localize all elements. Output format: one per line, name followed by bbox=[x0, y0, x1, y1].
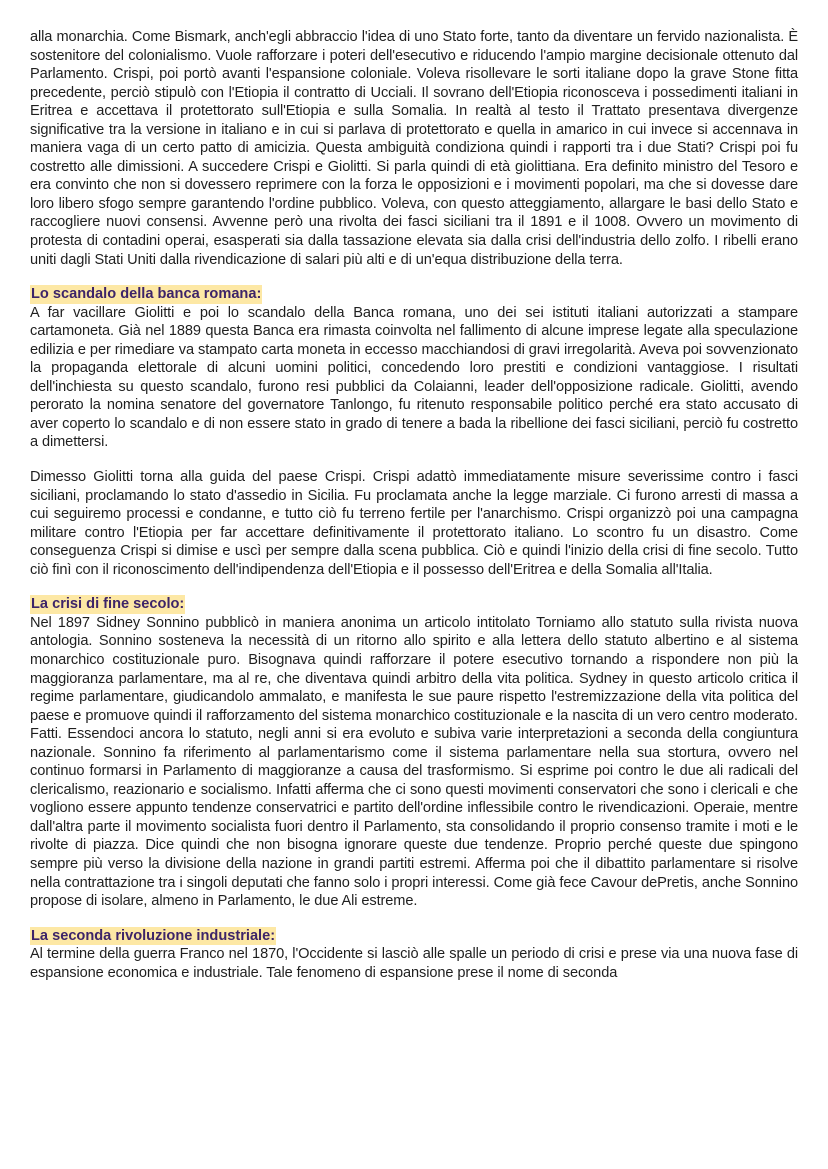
spacer bbox=[30, 911, 798, 927]
intro-paragraph: alla monarchia. Come Bismark, anch'egli abbraccio l'idea di uno Stato forte, tanto da diventare un fervido nazionalista. È sostenitore del colonialismo. Vuole rafforzare i poteri dell'esecutivo e riducendo l'ampio margine decisionale ottenuto dal Parlamento. Crispi, poi portò avanti l'espansione coloniale. Voleva risollevare le sorti italiane dopo la grave Stone fitta precedente, perciò stipulò con l'Etiopia il contratto di Ucciali. Il sovrano dell'Etiopia riconosceva i possedimenti italiani in Eritrea e accettava il protettorato sull'Etiopia e sulla Somalia. In realtà al testo il Trattato presentava divergenze significative tra la versione in italiano e in cui si parlava di protettorato e quella in amarico in cui invece si accennava in maniera vaga di un certo patto di amicizia. Questa ambiguità condiziona quindi i rapporti tra i due Stati? Crispi poi fu costretto alle dimissioni. A succedere Crispi e Giolitti. Si parla quindi di età giolittiana. Era definito ministro del Tesoro e era convinto che non si dovessero reprimere con la forza le opposizioni e i movimenti popolari, ma che si dovesse dare loro libero sfogo sempre garantendo l'ordine pubblico. Voleva, con questo atteggiamento, allargare le basi dello Stato e raccogliere nuovi consensi. Avvenne però una rivolta dei fasci siciliani tra il 1891 e il 1008. Ovvero un movimento di protesta di contadini operai, esasperati sia dalla tassazione elevata sia dalla crisi dell'industria dello zolfo. I ribelli erano uniti dagli Stati Uniti dalla rivendicazione di salari più alti e di un'equa distribuzione della terra. bbox=[30, 29, 798, 268]
section-heading-banca-romana bbox=[30, 285, 798, 304]
spacer bbox=[30, 269, 798, 285]
paragraph-crisi-fine-secolo: Nel 1897 Sidney Sonnino pubblicò in maniera anonima un articolo intitolato Torniamo allo statuto sulla rivista nuova antologia. Sonnino sosteneva la necessità di un ritorno allo spirito e alla lettera dello statuto albertino e al sistema monarchico costituzionale puro. Bisognava quindi rafforzare il potere esecutivo tornando a rispondere non più la maggioranza parlamentare, ma al re, che diventava quindi arbitro della vita politica. Sydney in questo articolo critica il regime parlamentare, giudicandolo ammalato, e manifesta le sue paure rispetto l'estremizzazione della vita politica del paese e promuove quindi il rafforzamento del sistema monarchico costituzionale e la nascita di un vero centro moderato. Fatti. Essendoci ancora lo statuto, negli anni si era evoluto e subiva varie interpretazioni a seconda della congiuntura nazionale. Sonnino fa riferimento al parlamentarismo come il sistema parlamentare nella sua stortura, ovvero nel continuo formarsi in Parlamento di maggioranze a causa del trasformismo. Si esprime poi contro le due ali radicali del clericalismo, reazionario e socialismo. Infatti afferma che ci sono questi movimenti conservatori che sono i clericali e che vogliono essere appunto tendenze conservatrici e partito dell'ordine inflessibile contro le rivendicazioni. Operaie, mentre dall'altra parte il movimento socialista fuori dentro il Parlamento, sta consolidando il proprio consenso tramite i moti e le rivolte di piazza. Dice quindi che non bisogna ignorare queste due tendenze. Proprio perché queste due spingono sempre più verso la divisione della nazione in grandi partiti estremi. Afferma poi che il dibattito parlamentare si risolve nella contrattazione tra i singoli deputati che fanno solo i propri interessi. Come già fece Cavour dePretis, anche Sonnino propose di isolare, almeno in Parlamento, le due Ali estreme. bbox=[30, 614, 798, 910]
spacer bbox=[30, 452, 798, 468]
paragraph-seconda-rivoluzione: Al termine della guerra Franco nel 1870, l'Occidente si lasciò alle spalle un periodo di crisi e prese via una nuova fase di espansione economica e industriale. Tale fenomeno di espansione prese il nome di seconda bbox=[30, 946, 798, 981]
section-heading-seconda-rivoluzione bbox=[30, 927, 798, 946]
heading-highlight: La crisi di fine secolo: bbox=[31, 596, 185, 613]
heading-highlight: La seconda rivoluzione industriale: bbox=[31, 927, 276, 944]
spacer bbox=[30, 579, 798, 595]
heading-highlight: Lo scandalo della banca romana: bbox=[31, 286, 262, 303]
paragraph-banca-romana-2: Dimesso Giolitti torna alla guida del paese Crispi. Crispi adattò immediatamente misure severissime contro i fasci siciliani, proclamando lo stato d'assedio in Sicilia. Fu proclamata anche la legge marziale. Ci furono arresti di massa a cui seguiremo processi e condanne, e tutto ciò fu terreno fertile per l'anarchismo. Crispi organizzò poi una campagna militare contro l'Etiopia per far accettare definitivamente il protettorato italiano. Lo scontro fu un disastro. Come conseguenza Crispi si dimise e uscì per sempre dalla scena pubblica. Ciò e quindi l'inizio della crisi di fine secolo. Tutto ciò finì con il riconoscimento dell'indipendenza dell'Etiopia e il possesso dell'Eritrea e della Somalia all'Italia. bbox=[30, 469, 798, 578]
paragraph-banca-romana-1: A far vacillare Giolitti e poi lo scandalo della Banca romana, uno dei sei istituti italiani autorizzati a stampare cartamoneta. Già nel 1889 questa Banca era rimasta coinvolta nel fallimento di alcune imprese legate alla speculazione edilizia e per rimediare va stampato carta moneta in eccesso macchiandosi di gravi irregolarità. Aveva poi sovvenzionato la propaganda elettorale di alcuni uomini politici, concedendo loro prestiti e condizioni vantaggiose. I risultati dell'inchiesta su questo scandalo, furono resi pubblici da Colaianni, leader dell'opposizione radicale. Giolitti, avendo perorato la nomina senatore del governatore Tanlongo, fu ritenuto responsabile politico perché era stato accusato di aver coperto lo scandalo e di non essere stato in grado di tenere a bada la ribellione dei fasci siciliani, perciò fu costretto a dimettersi. bbox=[30, 304, 798, 451]
section-heading-crisi-fine-secolo bbox=[30, 595, 798, 614]
